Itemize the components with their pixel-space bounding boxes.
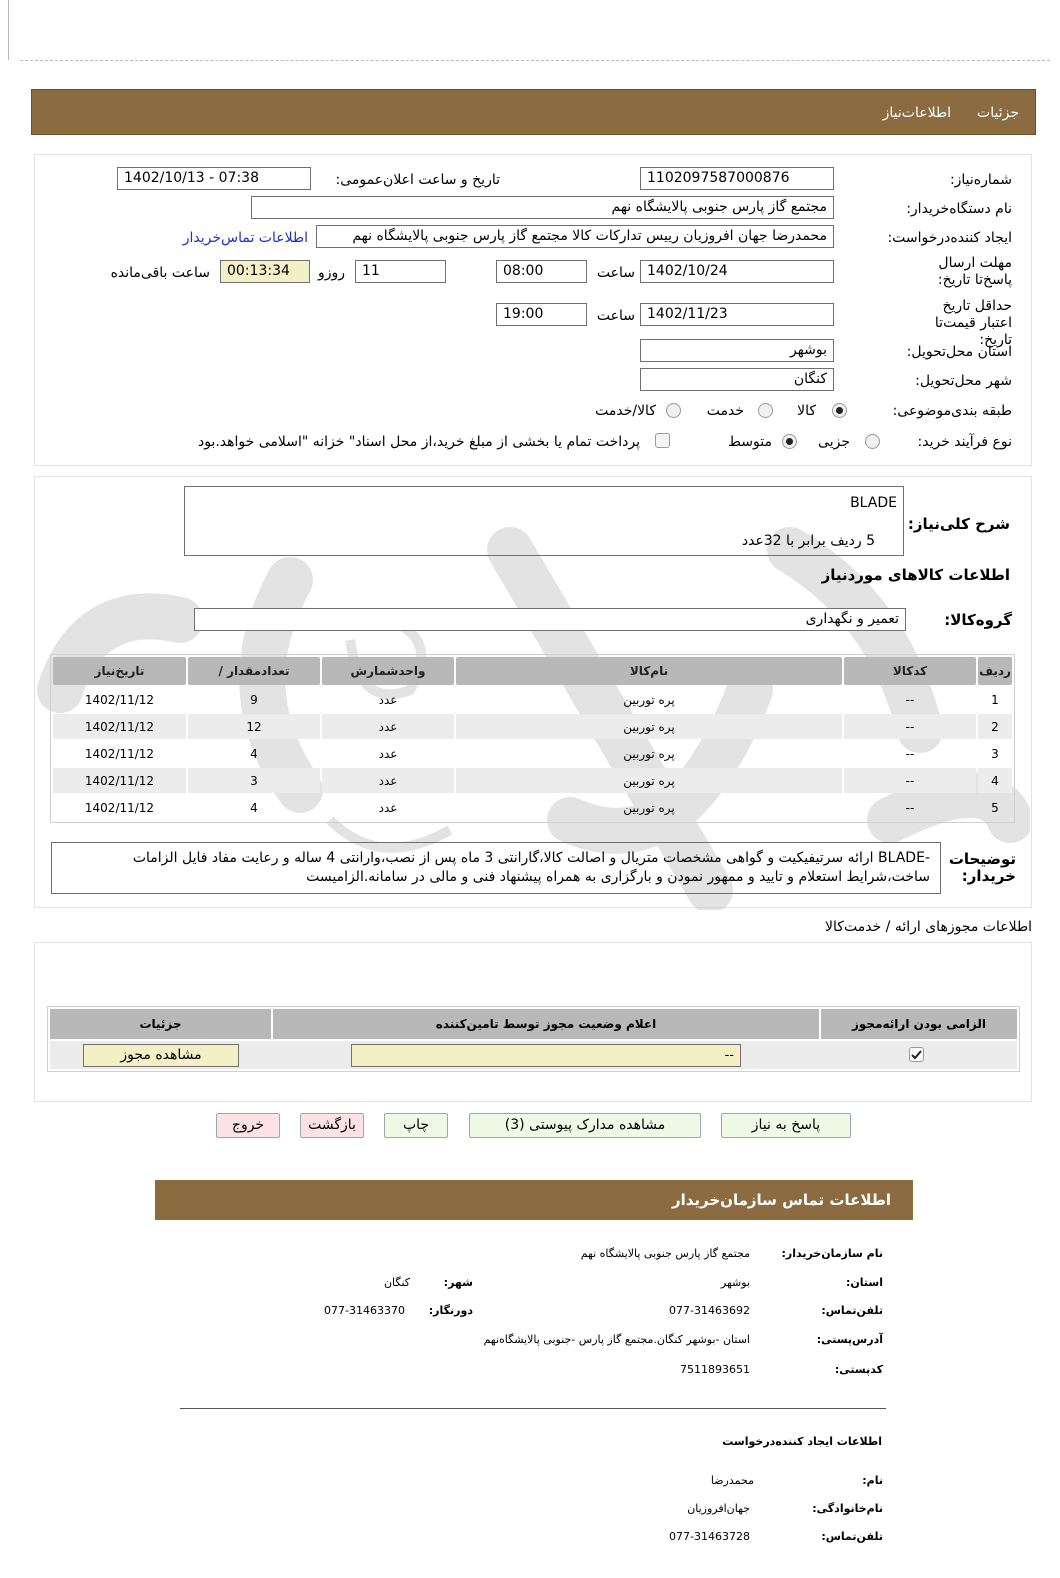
permits-col-details: جزئیات xyxy=(50,1009,271,1039)
contact-title-bar xyxy=(155,1180,913,1220)
goods-group-label: گروه‌کالا: xyxy=(944,611,1012,629)
remaining-label: ساعت باقی‌مانده xyxy=(110,265,210,281)
treasury-payment-checkbox[interactable] xyxy=(655,433,670,448)
goods-group-field: تعمیر و نگهداری xyxy=(194,608,906,631)
col-unit: واحدشمارش xyxy=(322,657,454,685)
table-cell: 2 xyxy=(978,714,1012,739)
view-permit-button[interactable]: مشاهده مجوز xyxy=(83,1044,239,1067)
table-row xyxy=(53,768,1012,793)
process-label: نوع فرآیند خرید: xyxy=(917,434,1012,450)
table-row xyxy=(53,714,1012,739)
summary-box xyxy=(184,486,904,556)
creator-info-title: اطلاعات ایجاد کننده‌درخواست xyxy=(722,1435,882,1448)
table-cell: عدد xyxy=(378,746,398,761)
table-cell: 4 xyxy=(978,768,1012,793)
col-code: کدکالا xyxy=(844,657,976,685)
table-cell: -- xyxy=(844,768,976,793)
contact-fax-label: دورنگار: xyxy=(428,1304,473,1317)
table-cell: 1402/11/12 xyxy=(84,746,155,761)
category-radio-goods-service[interactable] xyxy=(666,403,681,418)
need-number-field: 1102097587000876 xyxy=(640,167,834,190)
table-row xyxy=(53,741,1012,766)
table-cell: -- xyxy=(844,714,976,739)
table-cell: عدد xyxy=(378,800,398,815)
need-info-link[interactable]: اطلاعات‌نیاز xyxy=(882,105,951,121)
process-radio-minor[interactable] xyxy=(865,434,880,449)
price-valid-date-field: 1402/11/23 xyxy=(640,303,834,326)
creator-last-name: جهان‌افروزیان xyxy=(687,1502,750,1515)
table-cell: عدد xyxy=(322,768,454,793)
table-cell: 1402/11/12 xyxy=(84,800,155,815)
days-field: 11 xyxy=(355,260,446,283)
print-button[interactable]: چاپ xyxy=(384,1113,448,1138)
col-qty: تعدادمقدار / xyxy=(188,657,320,685)
category-option-goods: کالا xyxy=(797,403,816,419)
contact-phone-label: تلفن‌تماس: xyxy=(821,1304,883,1317)
creator-label: ایجاد کننده‌درخواست: xyxy=(887,230,1012,246)
contact-fax: 077-31463370 xyxy=(324,1304,405,1317)
contact-title: اطلاعات تماس سازمان‌خریدار xyxy=(671,1191,891,1209)
table-cell: پره توربین xyxy=(623,746,675,761)
exit-button[interactable]: خروج xyxy=(216,1113,280,1138)
buyer-org-label: نام دستگاه‌خریدار: xyxy=(906,201,1012,217)
table-cell: -- xyxy=(905,746,915,761)
reply-time-label: ساعت xyxy=(596,265,635,281)
buyer-contact-link[interactable]: اطلاعات تماس‌خریدار xyxy=(182,230,308,246)
table-cell: -- xyxy=(905,692,915,707)
table-cell: پره توربین xyxy=(623,692,675,707)
summary-label: شرح کلی‌نیاز: xyxy=(907,515,1010,533)
process-option-minor: جزیی xyxy=(818,434,850,450)
category-option-service: خدمت xyxy=(706,403,744,419)
city-label: شهر محل‌تحویل: xyxy=(915,373,1012,389)
divider xyxy=(20,60,1050,61)
contact-address-label: آدرس‌پستی: xyxy=(816,1333,883,1346)
table-row xyxy=(53,795,1012,820)
contact-phone: 077-31463692 xyxy=(669,1304,750,1317)
contact-province-label: استان: xyxy=(846,1276,883,1289)
col-row: ردیف xyxy=(978,657,1012,685)
price-valid-time-field: 19:00 xyxy=(496,303,587,326)
table-cell: 12 xyxy=(188,714,320,739)
table-cell: 1 xyxy=(991,692,999,707)
table-row xyxy=(53,687,1012,712)
price-valid-label: حداقل تاریخ اعتبار قیمت‌تا تاریخ: xyxy=(934,298,1012,348)
top-bar xyxy=(31,89,1036,135)
summary-line-1: BLADE xyxy=(850,495,897,511)
announce-field: 1402/10/13 - 07:38 xyxy=(117,167,311,190)
table-cell: 1402/11/12 xyxy=(53,714,186,739)
table-cell: عدد xyxy=(378,692,398,707)
announce-label: تاریخ و ساعت اعلان‌عمومی: xyxy=(335,172,500,188)
table-cell: 1402/11/12 xyxy=(53,768,186,793)
category-radio-service[interactable] xyxy=(758,403,773,418)
items-table xyxy=(51,655,1014,822)
table-cell: پره توربین xyxy=(456,714,842,739)
permits-title: اطلاعات مجوزهای ارائه / خدمت‌کالا xyxy=(825,919,1032,935)
process-radio-medium[interactable] xyxy=(782,434,797,449)
permits-col-required: الزامی بودن ارائه‌مجوز xyxy=(821,1009,1017,1039)
contact-address: استان -بوشهر کنگان.مجتمع گاز پارس -جنوبی پالایشگاه‌نهم xyxy=(483,1333,750,1346)
contact-postal-label: کد‌پستی: xyxy=(834,1363,883,1376)
table-cell: عدد xyxy=(322,714,454,739)
province-label: استان محل‌تحویل: xyxy=(906,344,1012,360)
details-link[interactable]: جزئیات xyxy=(977,105,1019,121)
category-label: طبقه بندی‌موضوعی: xyxy=(892,403,1012,419)
table-cell: پره توربین xyxy=(456,768,842,793)
page-left-border xyxy=(8,0,9,60)
days-label: روزو xyxy=(317,265,345,281)
contact-divider xyxy=(180,1408,886,1409)
permit-status-field: -- xyxy=(351,1044,741,1067)
price-valid-time-label: ساعت xyxy=(596,308,635,324)
reply-time-field: 08:00 xyxy=(496,260,587,283)
contact-org: مجتمع گاز پارس جنوبی پالایشگاه نهم xyxy=(580,1247,750,1260)
creator-field: محمدرضا جهان افروزیان رییس تدارکات کالا مجتمع گاز پارس جنوبی پالایشگاه نهم xyxy=(316,225,834,248)
city-field: کنگان xyxy=(640,368,834,391)
back-button[interactable]: بازگشت xyxy=(300,1113,364,1138)
table-cell: 1402/11/12 xyxy=(84,692,155,707)
goods-info-title: اطلاعات کالاهای موردنیاز xyxy=(821,566,1010,584)
creator-phone-label: تلفن‌تماس: xyxy=(821,1530,883,1543)
creator-last-name-label: نام‌خانوادگی: xyxy=(812,1502,883,1515)
need-number-label: شماره‌نیاز: xyxy=(949,172,1012,188)
process-option-medium: متوسط xyxy=(728,434,772,450)
contact-city-label: شهر: xyxy=(443,1276,473,1289)
remaining-timer: 00:13:34 xyxy=(220,260,310,283)
col-name: نام‌کالا xyxy=(456,657,842,685)
check-icon xyxy=(910,1048,923,1061)
contact-city: کنگان xyxy=(383,1276,410,1289)
category-option-goods-service: کالا/خدمت xyxy=(595,403,656,419)
view-attachments-button[interactable]: مشاهده مدارک پیوستی (3) xyxy=(469,1113,701,1138)
permits-table xyxy=(47,1006,1020,1072)
respond-button[interactable]: پاسخ به نیاز xyxy=(721,1113,851,1138)
creator-first-name: محمدرضا xyxy=(710,1474,754,1487)
table-cell: 4 xyxy=(250,800,258,815)
col-date: تاریخ‌نیاز xyxy=(53,657,186,685)
creator-phone: 077-31463728 xyxy=(669,1530,750,1543)
table-cell: پره توربین xyxy=(623,800,675,815)
buyer-org-field: مجتمع گاز پارس جنوبی پالایشگاه نهم xyxy=(251,196,834,219)
table-cell: -- xyxy=(905,800,915,815)
permits-col-status: اعلام وضعیت مجوز توسط تامین‌کننده xyxy=(273,1009,819,1039)
creator-first-name-label: نام: xyxy=(862,1474,883,1487)
table-cell: 9 xyxy=(250,692,258,707)
contact-postal: 7511893651 xyxy=(680,1363,750,1376)
reply-date-field: 1402/10/24 xyxy=(640,260,834,283)
permit-required-checkbox xyxy=(909,1047,924,1062)
category-radio-goods[interactable] xyxy=(832,403,847,418)
items-table-wrap xyxy=(50,654,1015,823)
contact-org-label: نام سازمان‌خریدار: xyxy=(781,1247,883,1260)
summary-line-2: 5 ردیف برابر با 32عدد xyxy=(741,533,875,549)
table-cell: 3 xyxy=(991,746,999,761)
table-cell: 3 xyxy=(188,768,320,793)
treasury-payment-note: پرداخت تمام یا بخشی از مبلغ خرید،از محل اسناد" خزانه "اسلامی خواهد.بود xyxy=(197,434,640,450)
table-cell: 5 xyxy=(991,800,999,815)
province-field: بوشهر xyxy=(640,339,834,362)
buyer-notes-label: توضیحات خریدار: xyxy=(948,850,1016,885)
reply-deadline-label: مهلت ارسال پاسخ‌تا تاریخ: xyxy=(937,255,1012,288)
buyer-notes-box: -BLADE ارائه سرتیفیکیت و گواهی مشخصات متریال و اصالت کالا،گارانتی 3 ماه پس از نصب،وارانتی 4 ساله و رعایت مفاد فایل الزامات ساخت،شرایط استعلام و تایید و ممهور نمودن و بارگزاری به همراه پیشنهاد فنی و مالی در سامانه.الزامیست xyxy=(51,842,941,894)
contact-province: بوشهر xyxy=(720,1276,750,1289)
table-cell: 4 xyxy=(250,746,258,761)
